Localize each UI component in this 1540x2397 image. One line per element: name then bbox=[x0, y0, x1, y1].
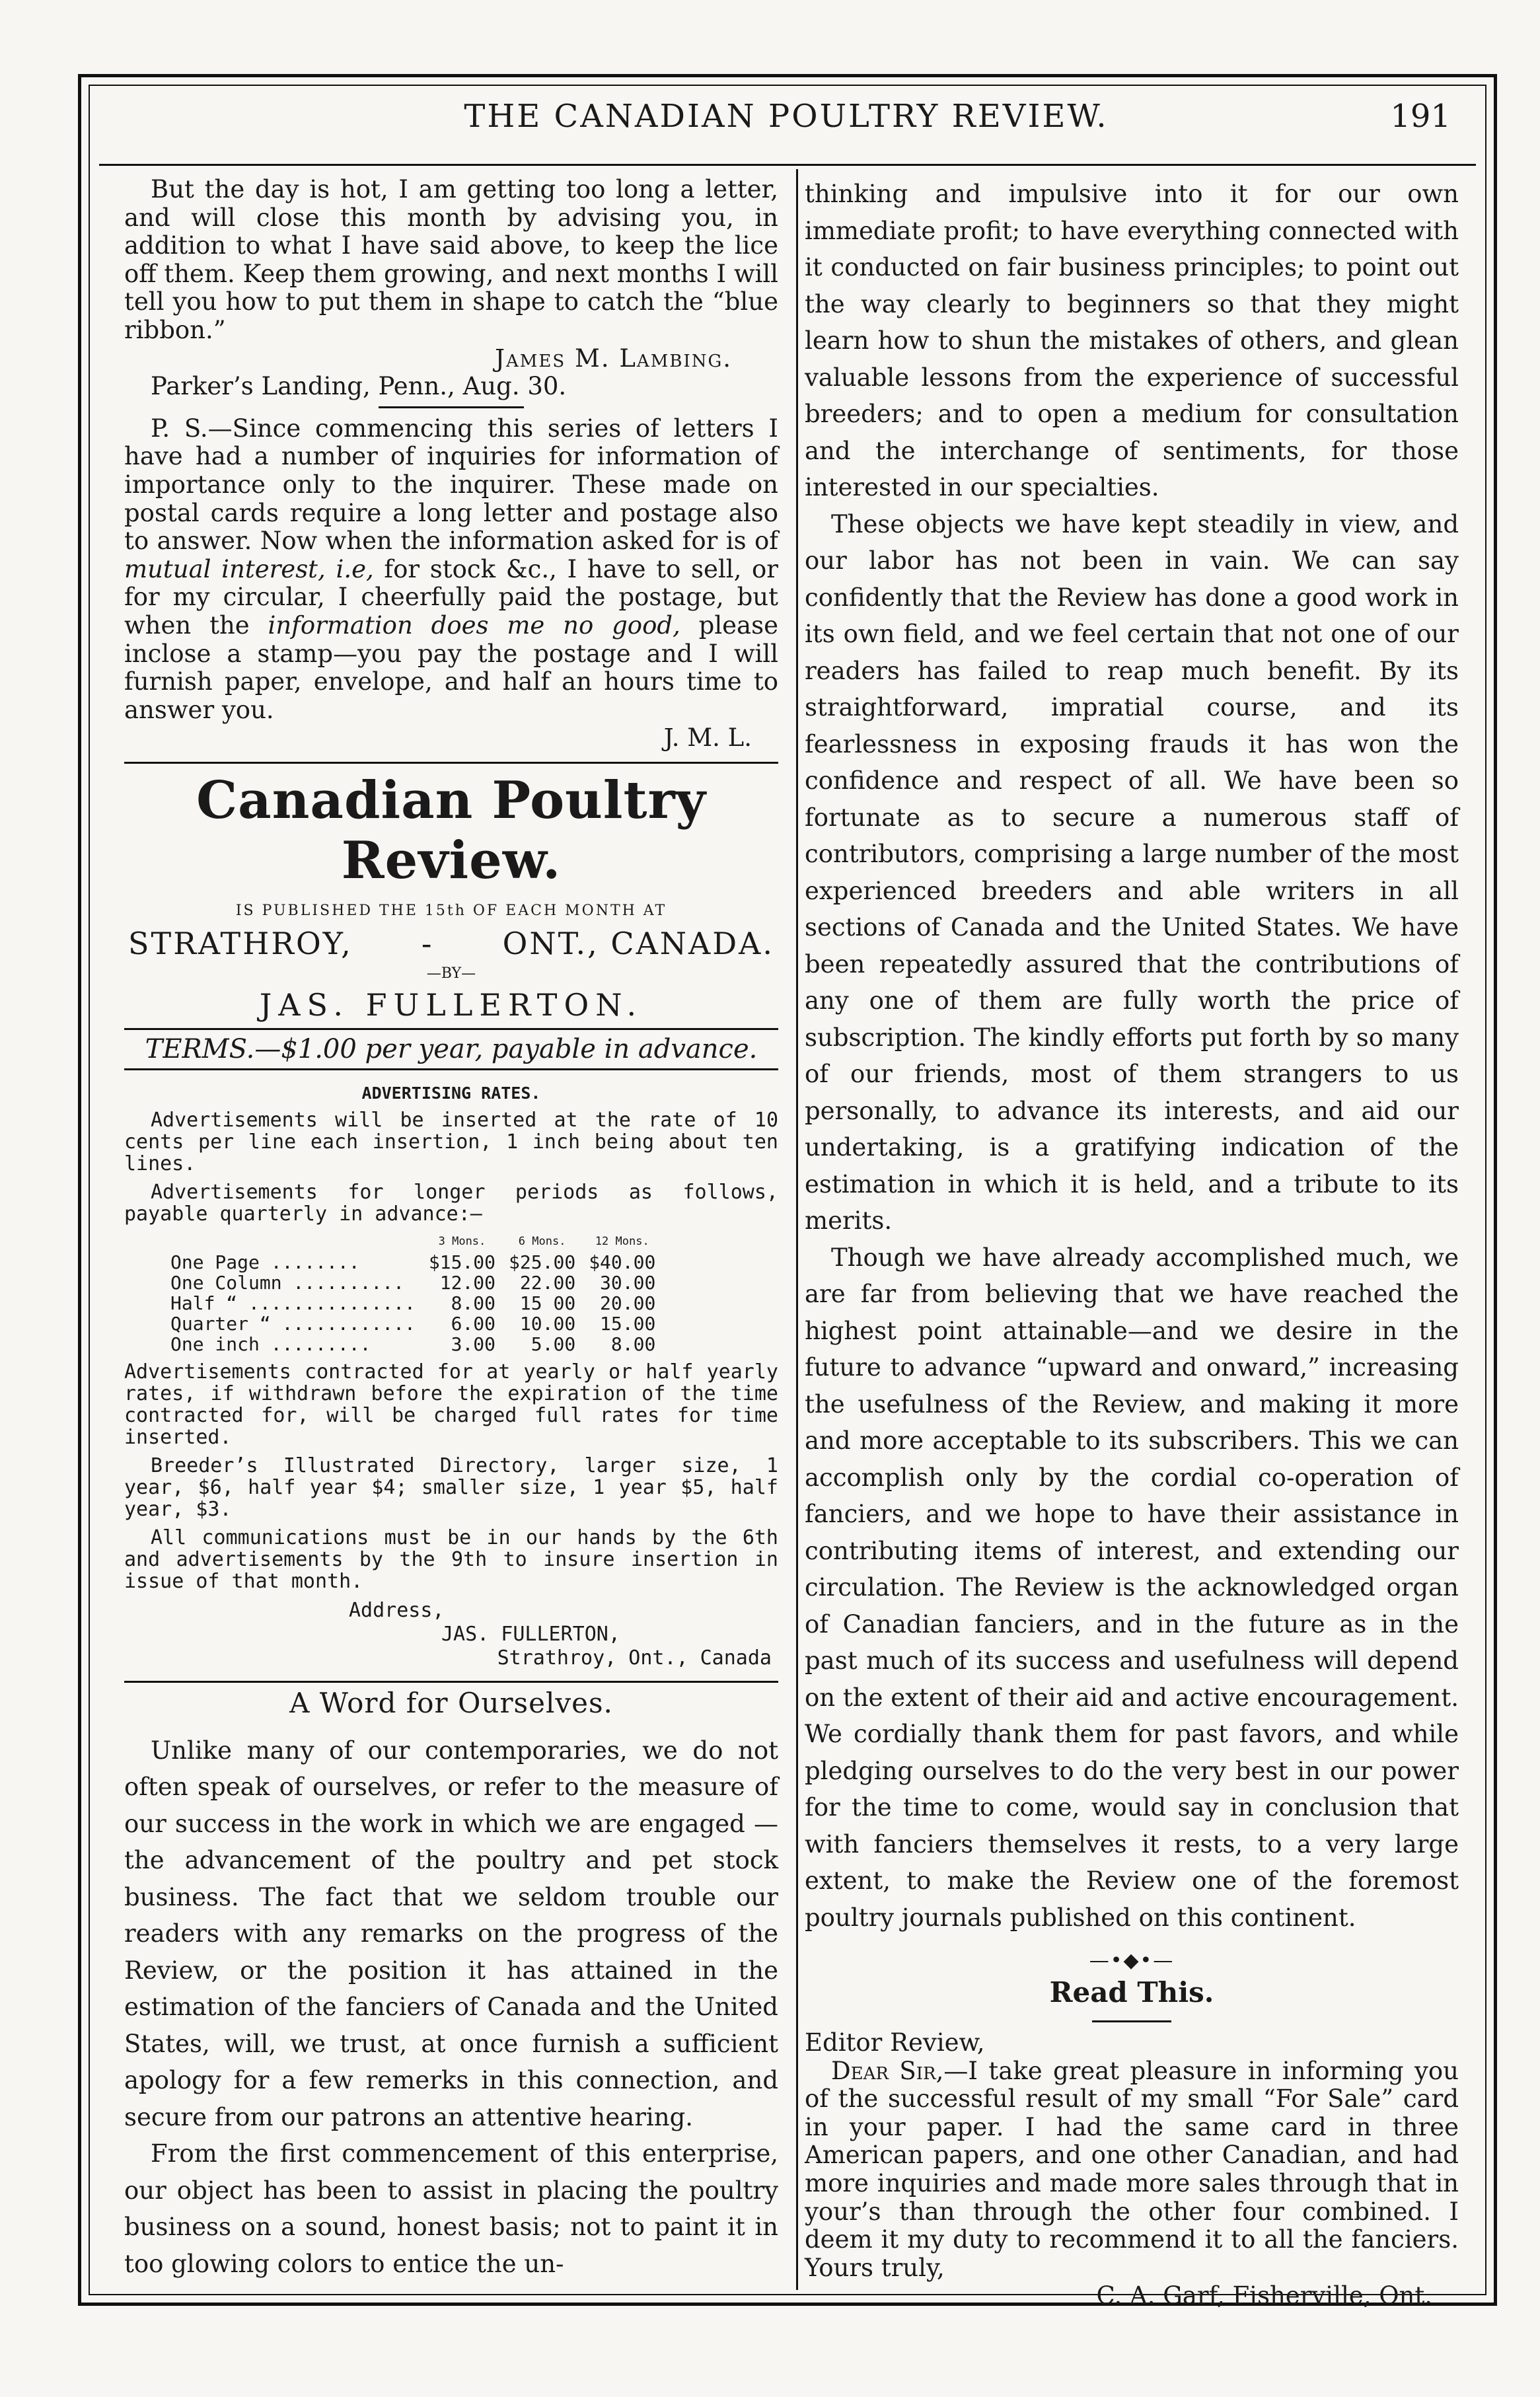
ourselves-paragraph-2-start: From the first commencement of this enterprise, our object has been to assist in placing the poultry business on a sound, honest basis; not to paint it in too glowing colors to entice the un- bbox=[124, 2139, 778, 2278]
running-title: THE CANADIAN POULTRY REVIEW. bbox=[464, 98, 1109, 135]
column-rule bbox=[796, 169, 798, 2290]
read-this-body: Dear Sir,—I take great pleasure in informing you of the successful result of my small “For Sale” card in your paper. I had the same card in three American papers, and one other Canadian, and had more inquiries and made more sales through that in your’s than through the other four combined. I deem it my duty to recommend it to all the fanciers. Yours truly, bbox=[805, 2056, 1459, 2282]
table-row: One Page ........ $15.00 $25.00 $40.00 bbox=[170, 1251, 656, 1273]
rates-table bbox=[164, 1232, 662, 1354]
header-rule bbox=[99, 164, 1476, 166]
masthead-by: —BY— bbox=[426, 965, 476, 982]
masthead-title: Canadian Poultry Review. bbox=[196, 770, 706, 891]
left-column bbox=[124, 176, 778, 2282]
masthead-mid-rule bbox=[124, 1028, 778, 1030]
page-number: 191 bbox=[1390, 98, 1451, 135]
table-row: One Column .......... 12.00 22.00 30.00 bbox=[170, 1271, 656, 1294]
ourselves-paragraph-3: These objects we have kept steadily in view, and our labor has not been in vain. We can say confidently that the Review has done a good work in its own field, and we feel certain that not one of our readers has failed to reap much benefit. By its straightforward, impratial course, and its fearlessness in exposing frauds it has won the confidence and respect of all. We have been so fortunate as to secure a numerous staff of contributors, comprising a large number of the most experienced breeders and able writers in all sections of Canada and the United States. We have been repeatedly assured that the contributions of any one of them are fully worth the price of subscription. The kindly efforts put forth by so many of our friends, most of them strangers to us personally, to advance its interests, and aid our undertaking, is a gratifying indication of the estimation in which it is held, and a tribute to its merits. bbox=[805, 509, 1459, 1235]
page-header bbox=[99, 98, 1473, 157]
right-column bbox=[805, 176, 1459, 2310]
table-row: Half “ ............... 8.00 15 00 20.00 bbox=[170, 1292, 656, 1314]
letter-signature: James M. Lambing. bbox=[495, 344, 732, 373]
ornament-divider: —•◆•— bbox=[1089, 1949, 1175, 1972]
advertising-intro: Advertisements will be inserted at the rate of 10 cents per line each insertion, 1 inch being about ten lines. bbox=[124, 1108, 778, 1175]
masthead-publisher: JAS. FULLERTON. bbox=[259, 986, 643, 1023]
table-row: Quarter “ ............ 6.00 10.00 15.00 bbox=[170, 1312, 656, 1335]
section-divider bbox=[124, 1681, 778, 1683]
table-row: One inch ......... 3.00 5.00 8.00 bbox=[170, 1333, 656, 1355]
masthead-bottom-rule bbox=[124, 1068, 778, 1070]
rates-col-6: 6 Mons. bbox=[518, 1234, 566, 1248]
masthead-city: STRATHROY, bbox=[128, 925, 353, 961]
section-title-word-for-ourselves: A Word for Ourselves. bbox=[289, 1686, 613, 1719]
postscript-signature: J. M. L. bbox=[663, 723, 752, 753]
masthead-location bbox=[128, 926, 774, 961]
postscript: P. S.—Since commencing this series of letters I have had a number of inquiries for information of importance only to the inquirer. These made on postal cards require a long letter and postage also to answer. Now when the information asked for is of mutual interest, i.e, for stock &c., I have to sell, or for my circular, I cheerfully paid the postage, but when the information does me no good, please inclose a stamp—you pay the postage and I will furnish paper, envelope, and half an hours time to answer you. bbox=[124, 414, 779, 724]
contract-note: Advertisements contracted for at yearly or half yearly rates, if withdrawn before the expiration of the time contracted for, will be charged full rates for time inserted. bbox=[124, 1360, 778, 1449]
advertising-title: ADVERTISING RATES. bbox=[361, 1083, 541, 1103]
letter-salutation: Editor Review, bbox=[805, 2028, 985, 2057]
ourselves-paragraph-4: Though we have already accomplished much, we are far from believing that we have reached the highest point attainable—and we desire in the future to advance “upward and onward,” increasing the usefulness of the Review, and making it more and more acceptable to its subscribers. This we can accomplish only by the cordial co-operation of fanciers, and we hope to have their assistance in contributing items of interest, and extending our circulation. The Review is the acknowledged organ of Canadian fanciers, and in the future as in the past much of its success and usefulness will depend on the extent of their aid and active encouragement. We cordially thank them for past favors, and while pledging ourselves to do the very best in our power for the time to come, would say in conclusion that with fanciers themselves it rests, to a very large extent, to make the Review one of the foremost poultry journals published on this continent. bbox=[805, 1243, 1459, 1932]
address-label: Address, bbox=[349, 1598, 445, 1622]
directory-note: Breeder’s Illustrated Directory, larger size, 1 year, $6, half year $4; smaller size, 1 year $5, half year, $3. bbox=[124, 1454, 778, 1521]
deadline-note: All communications must be in our hands by the 6th and advertisements by the 9th to insure insertion in issue of that month. bbox=[124, 1526, 778, 1593]
short-divider bbox=[1092, 2020, 1171, 2022]
rates-header-row bbox=[164, 1232, 662, 1252]
masthead-published-line: IS PUBLISHED THE 15th OF EACH MONTH AT bbox=[235, 902, 667, 919]
advertising-longer: Advertisements for longer periods as follows, payable quarterly in advance:— bbox=[124, 1180, 778, 1226]
letter-closing-paragraph: But the day is hot, I am getting too long a letter, and will close this month by advising you, in addition to what I have said above, to keep the lice off them. Keep them growing, and next months I will tell you how to put them in shape to catch the “blue ribbon.” bbox=[124, 175, 778, 344]
ourselves-paragraph-1: Unlike many of our contemporaries, we do not often speak of ourselves, or refer to the measure of our success in the work in which we are engaged —the advancement of the poultry and pet stock business. The fact that we seldom trouble our readers with any remarks on the progress of the Review, or the position it has attained in the estimation of the fanciers of Canada and the United States, will, we trust, at once furnish a sufficient apology for a few remerks in this connection, and secure from our patrons an attentive hearing. bbox=[124, 1736, 778, 2131]
read-this-signature: C. A. Garf, Fisherville, Ont. bbox=[1096, 2281, 1432, 2310]
short-divider bbox=[379, 406, 524, 408]
masthead-separator: - bbox=[421, 925, 434, 961]
masthead-terms: TERMS.—$1.00 per year, payable in advance. bbox=[145, 1033, 758, 1064]
rates-col-3: 3 Mons. bbox=[438, 1234, 486, 1248]
address-name: JAS. FULLERTON, bbox=[441, 1622, 620, 1646]
letter-place-date: Parker’s Landing, Penn., Aug. 30. bbox=[151, 372, 567, 401]
rates-col-12: 12 Mons. bbox=[595, 1234, 649, 1248]
ourselves-paragraph-2-continued: thinking and impulsive into it for our own immediate profit; to have everything connected with it conducted on fair business principles; to point out the way clearly to beginners so that they might learn how to shun the mistakes of others, and glean valuable lessons from the experience of successful breeders; and to open a medium for consultation and the interchange of sentiments, for those interested in our specialties. bbox=[805, 180, 1459, 501]
masthead-province: ONT., CANADA. bbox=[502, 925, 774, 961]
masthead-top-rule bbox=[124, 762, 778, 764]
section-title-read-this: Read This. bbox=[1049, 1976, 1214, 2009]
address-place: Strathroy, Ont., Canada bbox=[497, 1646, 772, 1670]
